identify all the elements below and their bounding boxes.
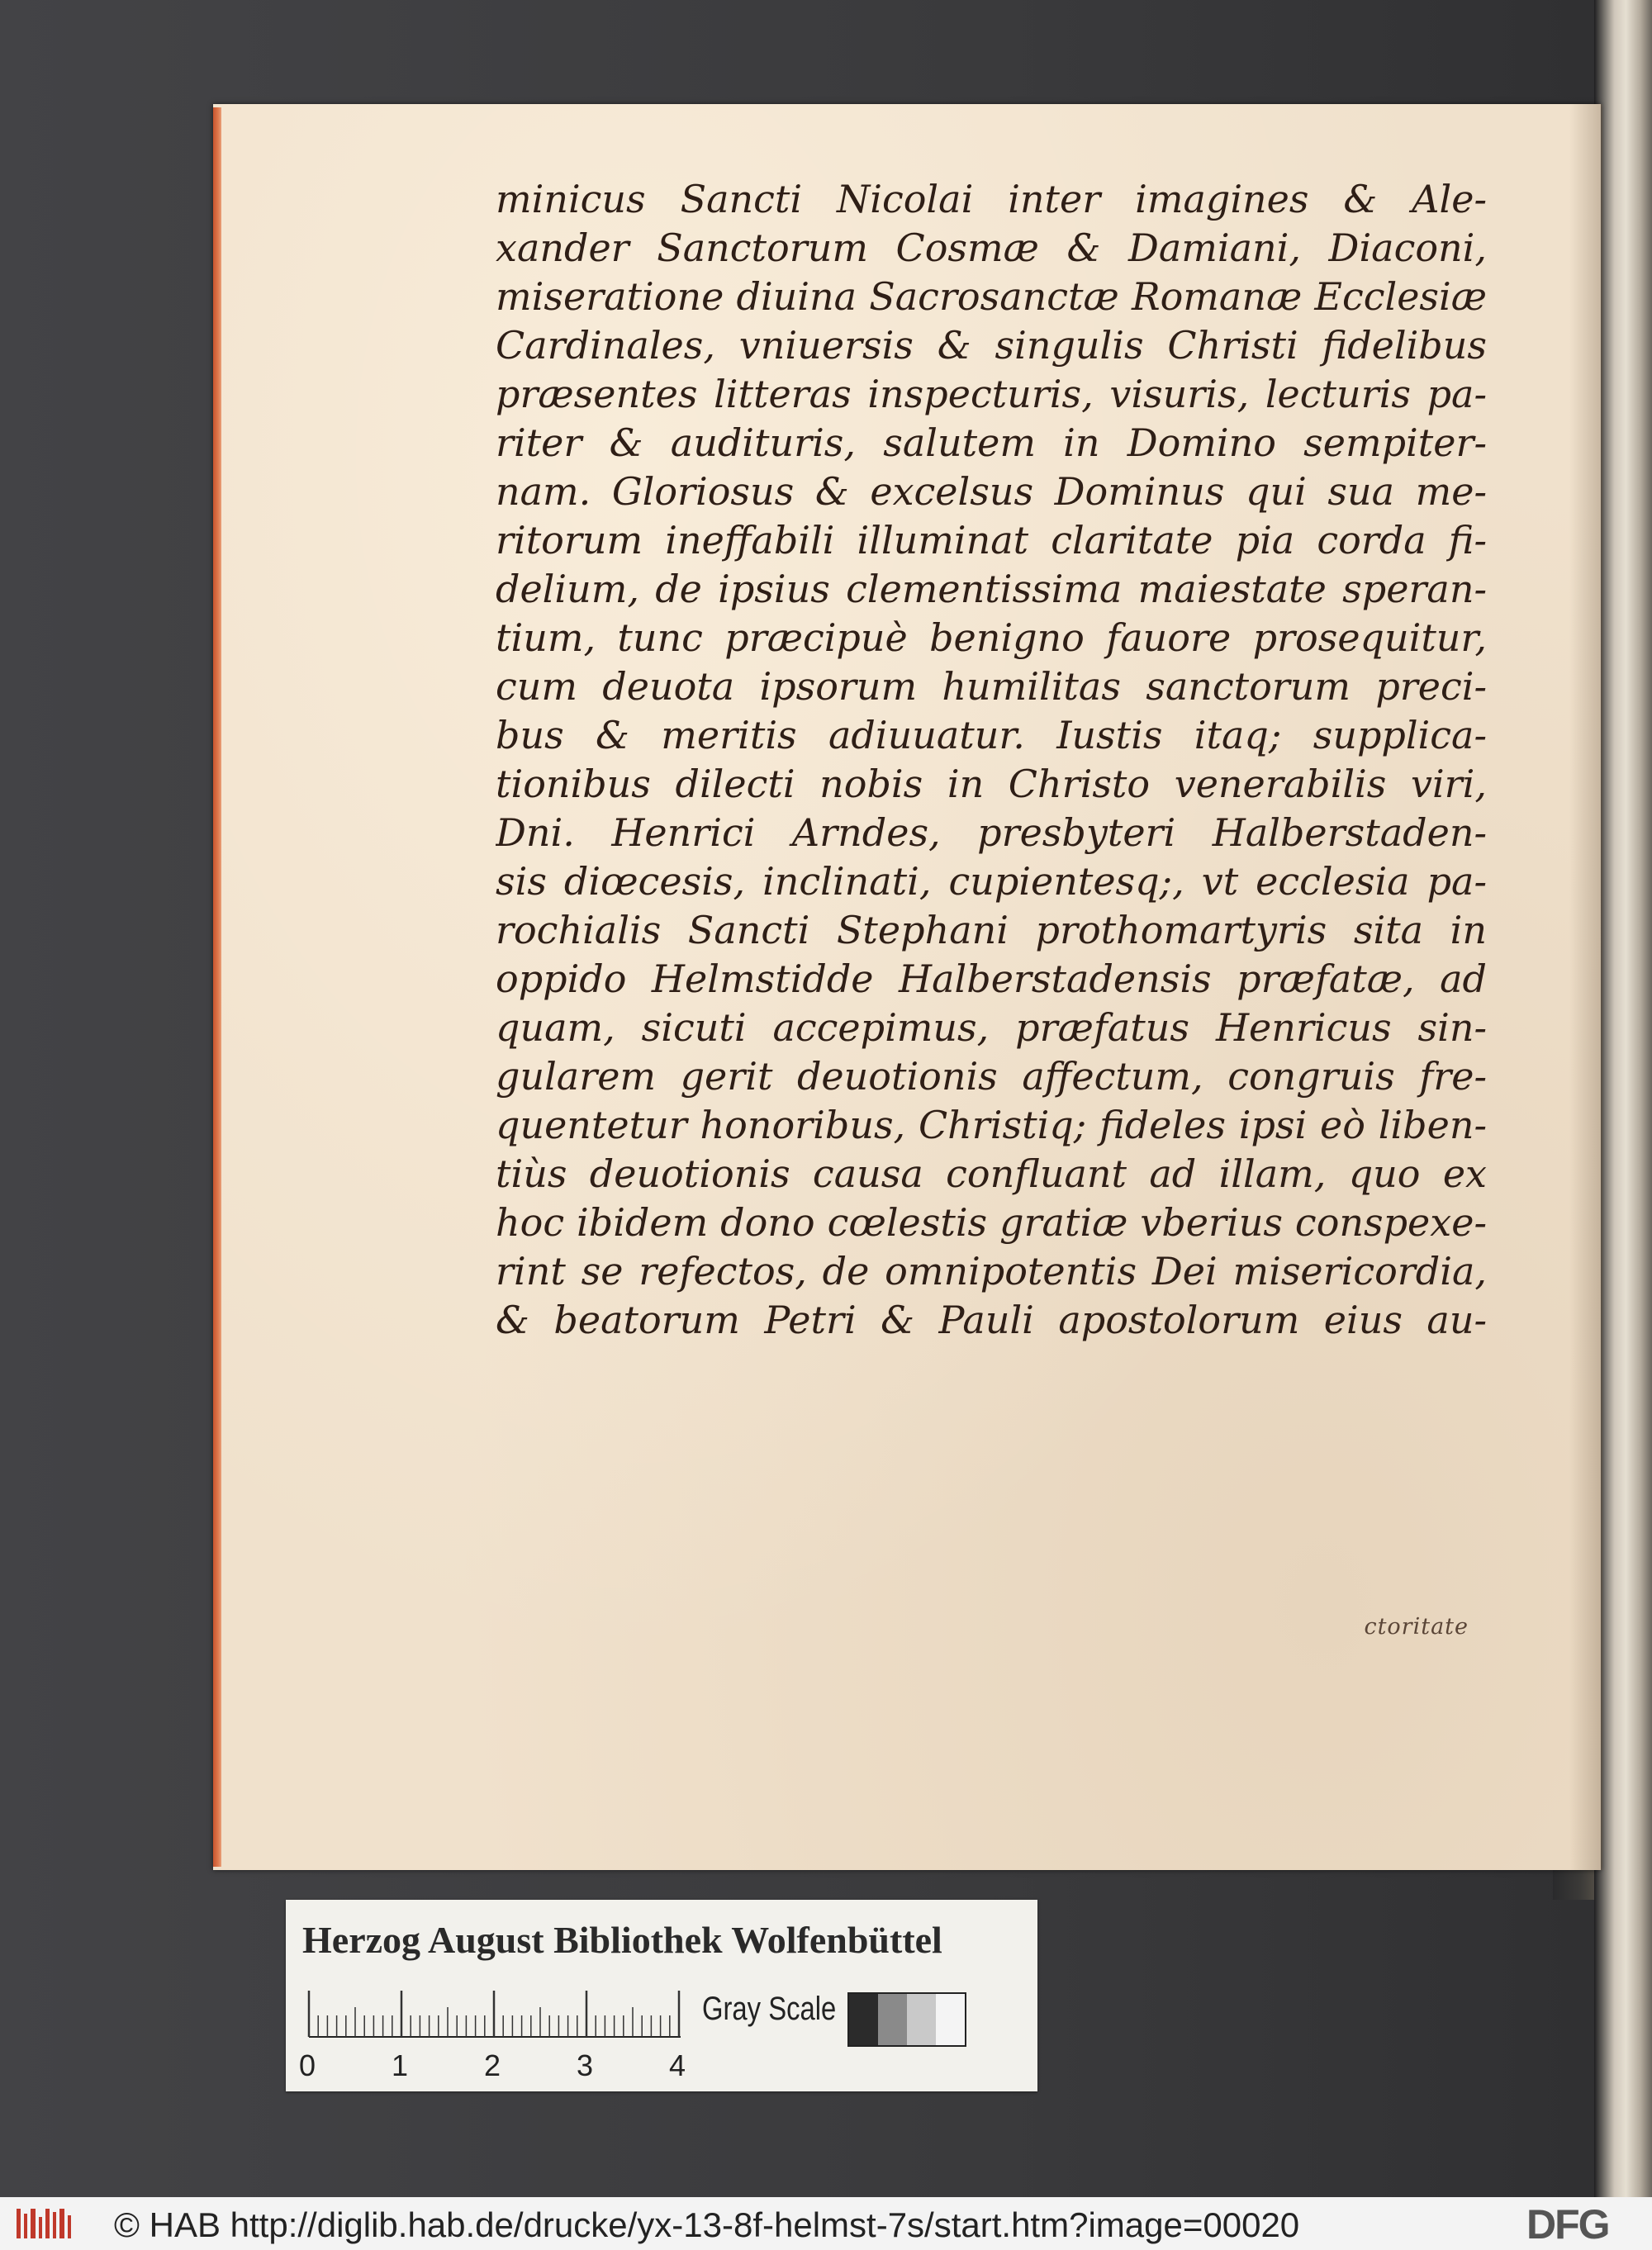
text-line: xander Sanctorum Cosmæ & Damiani, Diaconi, — [496, 225, 1487, 270]
text-line: sis diœcesis, inclinati, cupientesq;, vt ecclesia pa- — [496, 859, 1487, 904]
ruler-number: 0 — [299, 2048, 316, 2082]
text-line: oppido Helmstidde Halberstadensis præfatæ, ad — [496, 956, 1487, 1001]
text-line: nam. Gloriosus & excelsus Dominus qui sua me- — [496, 469, 1487, 514]
text-line: & beatorum Petri & Pauli apostolorum eius au- — [496, 1298, 1487, 1342]
library-name: Herzog August Bibliothek Wolfenbüttel — [302, 1919, 942, 1961]
book-spine-edge — [1594, 0, 1652, 2250]
gray-swatch — [936, 1994, 965, 2045]
gray-swatch — [849, 1994, 878, 2045]
ruler-number: 2 — [484, 2048, 501, 2082]
text-line: Dni. Henrici Arndes, presbyteri Halberstaden- — [496, 810, 1487, 855]
text-line: tium, tunc præcipuè benigno fauore prosequitur, — [496, 615, 1487, 660]
text-line: delium, de ipsius clementissima maiestate speran- — [496, 567, 1487, 611]
catchword: ctoritate — [1364, 1614, 1469, 1640]
ruler-number: 1 — [392, 2048, 409, 2082]
barcode-logo-icon — [17, 2207, 78, 2240]
footer-credit-link[interactable]: © HAB http://diglib.hab.de/drucke/yx-13-8f-helmst-7s/start.htm?image=00020 — [114, 2205, 1300, 2244]
text-line: miseratione diuina Sacrosanctæ Romanæ Ecclesiæ — [496, 274, 1487, 319]
text-line: præsentes litteras inspecturis, visuris, lecturis pa- — [496, 372, 1487, 416]
footer-bar — [0, 2197, 1652, 2250]
text-line: rochialis Sancti Stephani prothomartyris sita in — [496, 908, 1487, 952]
text-line: cum deuota ipsorum humilitas sanctorum preci- — [496, 664, 1487, 709]
text-line: ritorum ineffabili illuminat claritate pia corda fi- — [496, 518, 1487, 562]
text-line: hoc ibidem dono cœlestis gratiæ vberius conspexe- — [496, 1200, 1487, 1245]
measurement-ruler — [307, 1991, 683, 2039]
text-line: tionibus dilecti nobis in Christo venerabilis viri, — [496, 762, 1487, 806]
ruler-number: 4 — [669, 2048, 686, 2082]
archive-color-label — [286, 1900, 1037, 2091]
text-line: gularem gerit deuotionis affectum, congruis fre- — [496, 1054, 1487, 1099]
text-line: quentetur honoribus, Christiq; fideles ipsi eò liben- — [496, 1103, 1487, 1147]
page-shadow — [1569, 104, 1602, 1870]
gray-scale-label: Gray Scale — [702, 1991, 837, 2027]
text-line: quam, sicuti accepimus, præfatus Henricus sin- — [496, 1005, 1487, 1050]
text-line: Cardinales, vniuersis & singulis Christi fidelibus — [496, 323, 1487, 368]
gray-swatch — [878, 1994, 907, 2045]
page-red-edge — [213, 107, 221, 1867]
text-line: minicus Sancti Nicolai inter imagines & Ale- — [496, 177, 1487, 221]
gray-scale-swatches — [847, 1992, 966, 2047]
text-line: riter & audituris, salutem in Domino sempiter- — [496, 420, 1487, 465]
text-line: tiùs deuotionis causa confluant ad illam, quo ex — [496, 1151, 1487, 1196]
text-line: rint se refectos, de omnipotentis Dei misericordia, — [496, 1249, 1487, 1294]
gray-swatch — [907, 1994, 936, 2045]
dfg-logo: DFG — [1526, 2201, 1609, 2248]
ruler-numbers — [299, 2048, 729, 2081]
page-text-block — [496, 175, 1487, 1345]
text-line: bus & meritis adiuuatur. Iustis itaq; supplica- — [496, 713, 1487, 757]
ruler-number: 3 — [577, 2048, 594, 2082]
